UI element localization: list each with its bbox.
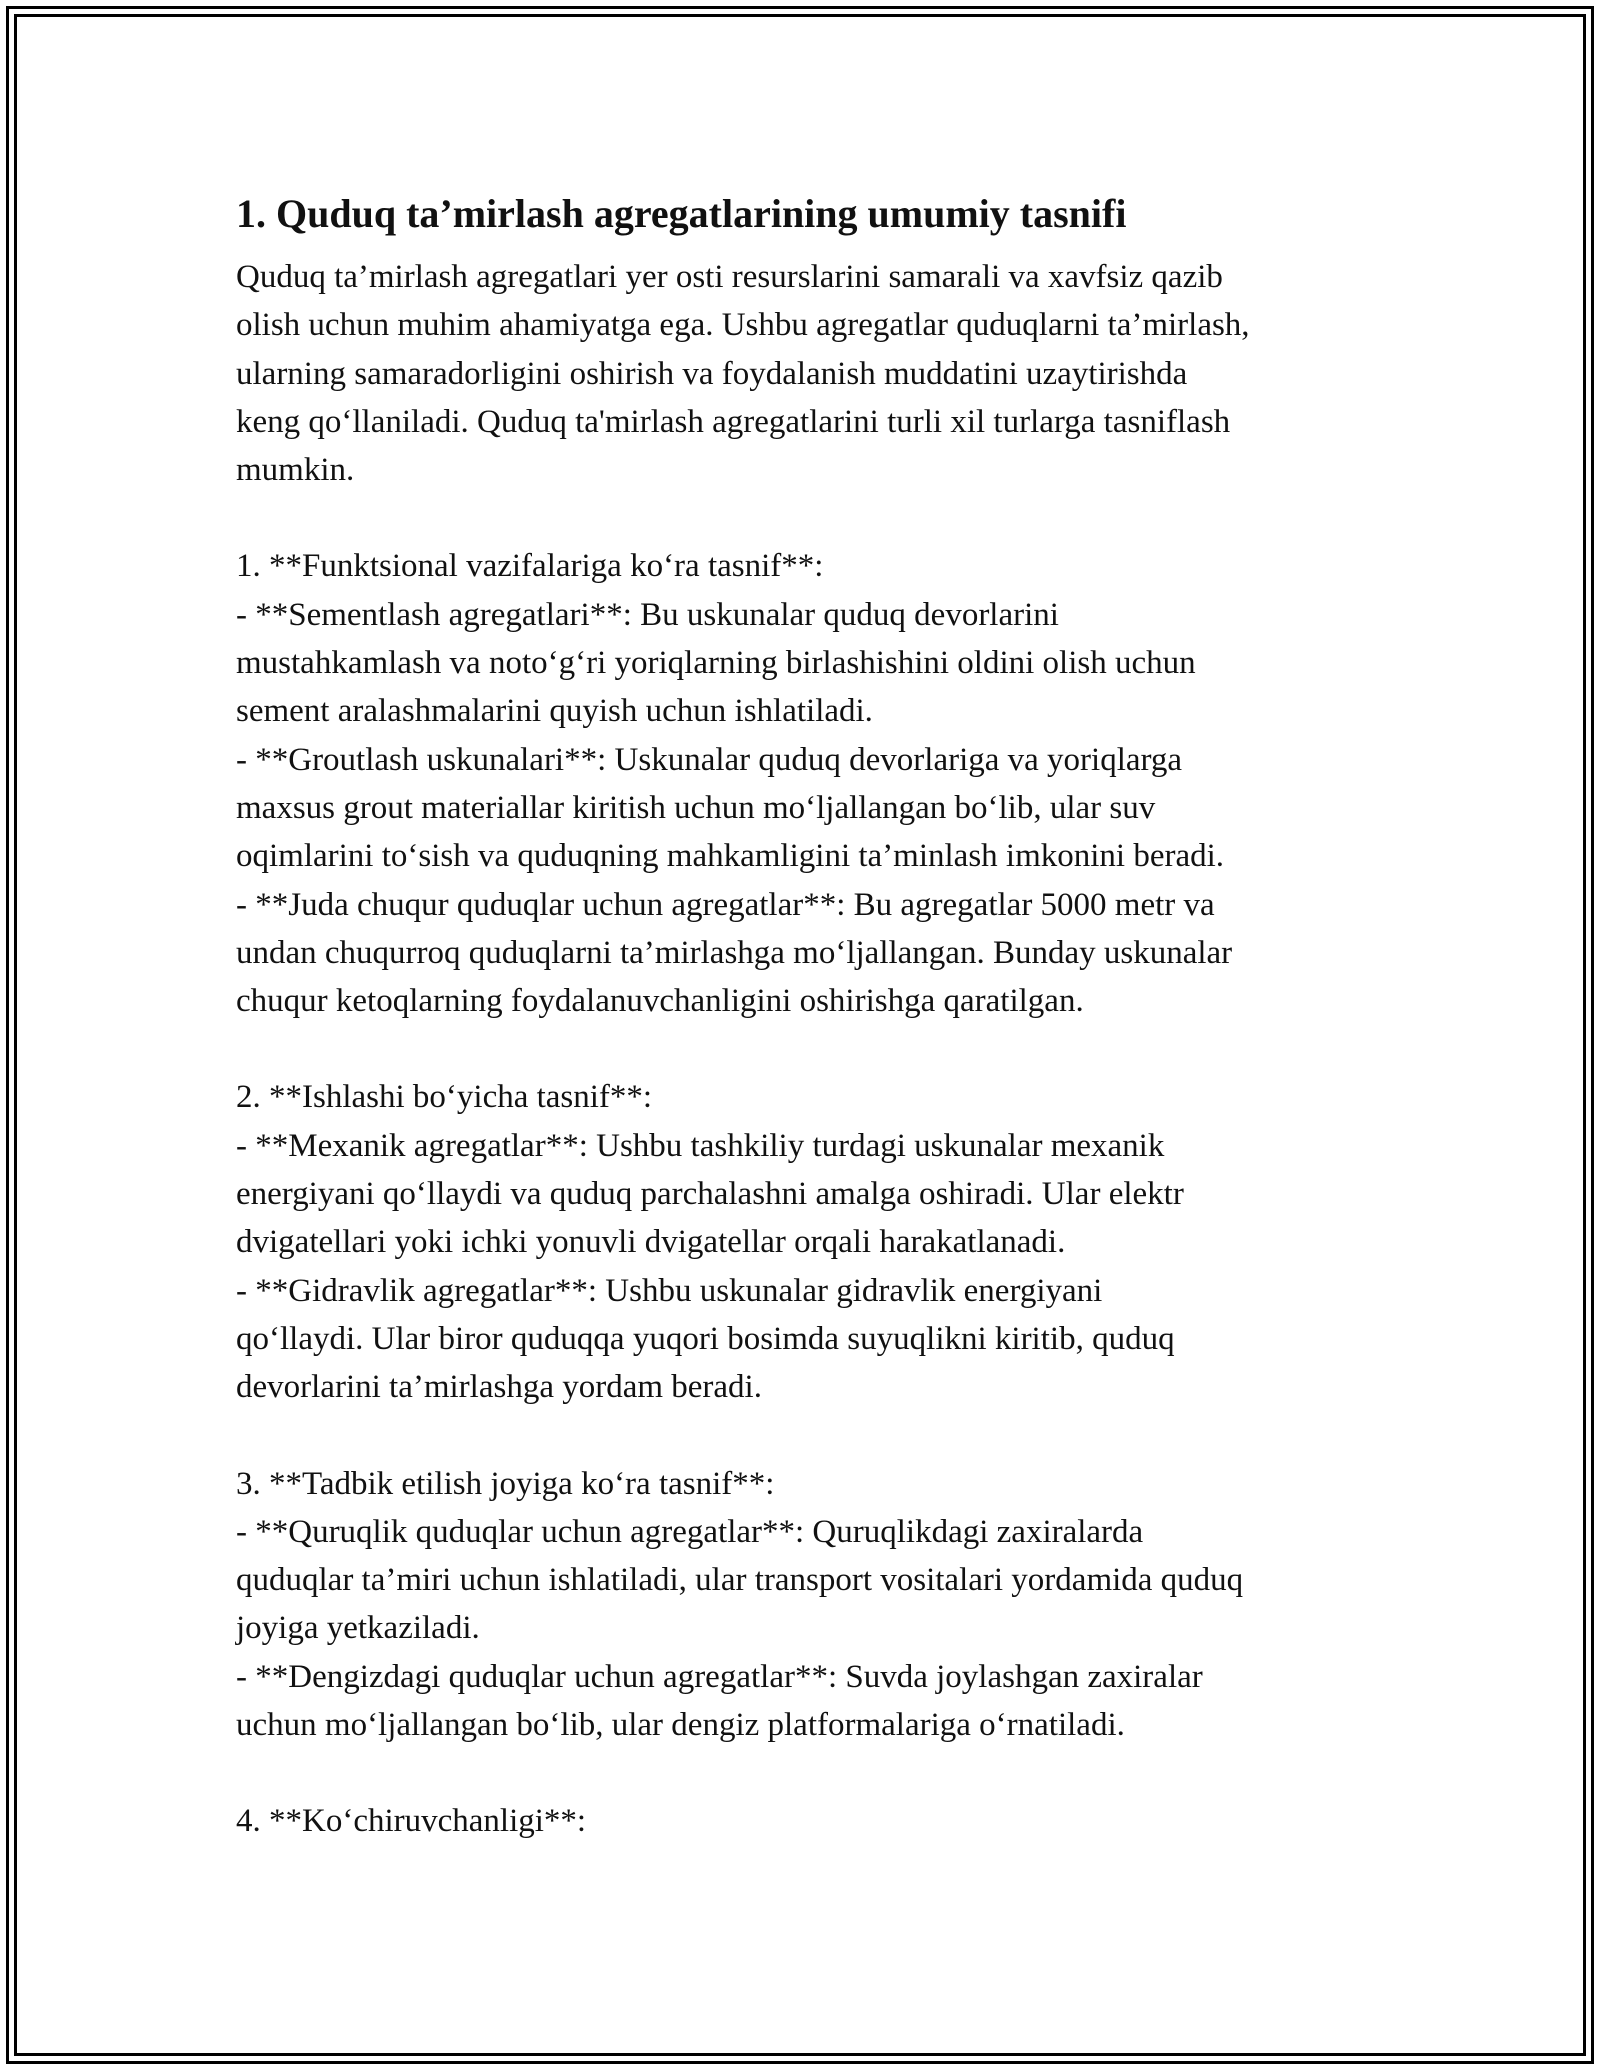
document-title: 1. Quduq ta’mirlash agregatlarining umumiy tasnifi [236, 191, 1127, 236]
section-location-classification: 3. **Tadbik etilish joyiga ko‘ra tasnif**: - **Quruqlik quduqlar uchun agregatlar**: Quruqlikdagi zaxiralarda quduqlar ta’miri uchun ishlatiladi, ular transport vositalari yordamida quduq joyiga yetkaziladi. - **Dengizdagi quduqlar uchun agregatlar**: Suvda joylashgan zaxiralar uchun mo‘ljallangan bo‘lib, ular dengiz platformalariga o‘rnatiladi. [236, 1465, 1244, 1744]
section-operation-classification: 2. **Ishlashi bo‘yicha tasnif**: - **Mexanik agregatlar**: Ushbu tashkiliy turdagi uskunalar mexanik energiyani qo‘llaydi va quduq parchalashni amalga oshiradi. Ular elektr dvigatellari yoki ichki yonuvli dvigatellar orqali harakatlanadi. - **Gidravlik agregatlar**: Ushbu uskunalar gidravlik energiyani qo‘llaydi. Ular biror quduqqa yuqori bosimda suyuqlikni kiritib, quduq devorlarini ta’mirlashga yordam beradi. [236, 1079, 1184, 1406]
section-functional-classification: 1. **Funktsional vazifalariga ko‘ra tasnif**: - **Sementlash agregatlari**: Bu uskunalar quduq devorlarini mustahkamlash va noto‘g‘ri yoriqlarning birlashishini oldini olish uchun sement aralashmalarini quyish uchun ishlatiladi. - **Groutlash uskunalari**: Uskunalar quduq devorlariga va yoriqlarga maxsus grout materiallar kiritish uchun mo‘ljallangan bo‘lib, ular suv oqimlarini to‘sish va quduqning mahkamligini ta’minlash imkonini beradi. - **Juda chuqur quduqlar uchun agregatlar**: Bu agregatlar 5000 metr va undan chuqurroq quduqlarni ta’mirlashga mo‘ljallangan. Bunday uskunalar chuqur ketoqlarning foydalanuvchanligini oshirishga qaratilgan. [236, 548, 1233, 1020]
section-mobility: 4. **Ko‘chiruvchanligi**: [236, 1803, 587, 1840]
intro-paragraph: Quduq ta’mirlash agregatlari yer osti resurslarini samarali va xavfsiz qazib olish uchun muhim ahamiyatga ega. Ushbu agregatlar quduqlarni ta’mirlash, ularning samaradorligini oshirish va foydalanish muddatini uzaytirishda keng qo‘llaniladi. Quduq ta'mirlash agregatlarini turli xil turlarga tasniflash mumkin. [236, 259, 1250, 489]
document-body [236, 185, 1396, 1846]
